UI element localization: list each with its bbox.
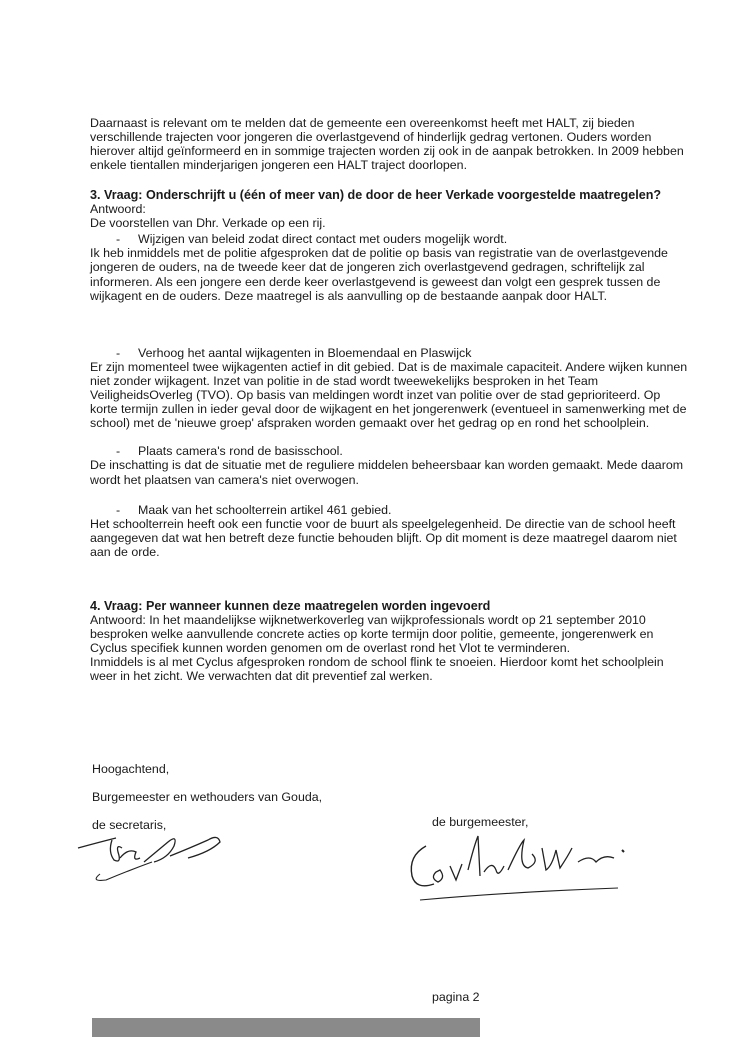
bullet-dash: - [116, 502, 121, 517]
measure-4-title: - Maak van het schoolterrein artikel 461 gebied. [116, 502, 392, 517]
question-3-section [90, 188, 690, 559]
bullet-dash: - [116, 345, 121, 360]
question-4-answer: Antwoord: In het maandelijkse wijknetwerkoverleg van wijkprofessionals wordt op 21 september 2010 besproken welke aanvullende concrete acties op korte termijn door politie, gemeente, jongerenwerk en Cyclus specifiek kunnen worden genomen om de overlast rond het Vlot te verminderen. [90, 613, 654, 656]
measure-1-text: Ik heb inmiddels met de politie afgesproken dat de politie op basis van registratie van de overlastgevende jongeren de ouders, na de tweede keer dat de jongeren zich overlastgevend gedragen, schriftelijk zal informeren. Als een jongere een derde keer overlastgevend is geweest dan volgt een gesprek tussen de wijkagent en de ouders. Deze maatregel is als aanvulling op de bestaande aanpak door HALT. [90, 246, 668, 303]
measure-2-title: - Verhoog het aantal wijkagenten in Bloemendaal en Plaswijck [116, 345, 472, 360]
measure-3-title: - Plaats camera's rond de basisschool. [116, 444, 343, 459]
secretary-signature [70, 822, 230, 892]
bullet-dash: - [116, 444, 121, 459]
secretary-label: de secretaris, [92, 818, 167, 832]
question-3-intro: De voorstellen van Dhr. Verkade op een rij. [90, 216, 326, 231]
footer-bar [92, 1018, 480, 1037]
intro-paragraph [90, 116, 690, 172]
closing-from: Burgemeester en wethouders van Gouda, [92, 790, 323, 804]
intro-text: Daarnaast is relevant om te melden dat de gemeente een overeenkomst heeft met HALT, zij bieden verschillende trajecten voor jongeren die overlastgevend of hinderlijk gedrag vertonen. Ouders worden hierover altijd geïnformeerd en in sommige trajecten worden zij ook in de aanpak betrokken. In 2009 hebben enkele tientallen minderjarigen jongeren een HALT traject doorlopen. [90, 116, 684, 173]
question-4-section [90, 599, 690, 684]
measure-4-text: Het schoolterrein heeft ook een functie voor de buurt als speelgelegenheid. De directie van de school heeft aangegeven dat wat hen betreft deze functie behouden blijft. Op dit moment is deze maatregel daarom niet aan de orde. [90, 516, 677, 559]
page-number: pagina 2 [432, 990, 480, 1004]
question-3-heading: 3. Vraag: Onderschrijft u (één of meer van) de door de heer Verkade voorgestelde maatregelen? [90, 188, 662, 202]
question-3-answer-label: Antwoord: [90, 202, 146, 217]
mayor-label: de burgemeester, [432, 815, 529, 829]
question-4-answer-2: Inmiddels is al met Cyclus afgesproken rondom de school flink te snoeien. Hierdoor komt het schoolplein weer in het zicht. We verwachten dat dit preventief zal werken. [90, 655, 664, 684]
measure-3-text: De inschatting is dat de situatie met de reguliere middelen beheersbaar kan worden gemaakt. Mede daarom wordt het plaatsen van camera's niet overwogen. [90, 458, 684, 487]
mayor-signature [400, 826, 640, 916]
closing-greeting: Hoogachtend, [92, 762, 170, 776]
measure-1-title: - Wijzigen van beleid zodat direct contact met ouders mogelijk wordt. [116, 232, 508, 247]
measure-2-text: Er zijn momenteel twee wijkagenten actief in dit gebied. Dat is de maximale capaciteit. Andere wijken kunnen niet zonder wijkagent. Inzet van politie in de stad wordt tweewekelijks besproken in het Team VeiligheidsOverleg (TVO). Op basis van meldingen wordt inzet van politie over de stad geprioriteerd. Op korte termijn zullen in ieder geval door de wijkagent en het jongerenwerk (eventueel in samenwerking met de school) met de 'nieuwe groep' afspraken worden gemaakt over het gedrag op en rond het schoolplein. [90, 359, 688, 431]
bullet-dash: - [116, 232, 121, 247]
question-4-heading: 4. Vraag: Per wanneer kunnen deze maatregelen worden ingevoerd [90, 599, 491, 613]
